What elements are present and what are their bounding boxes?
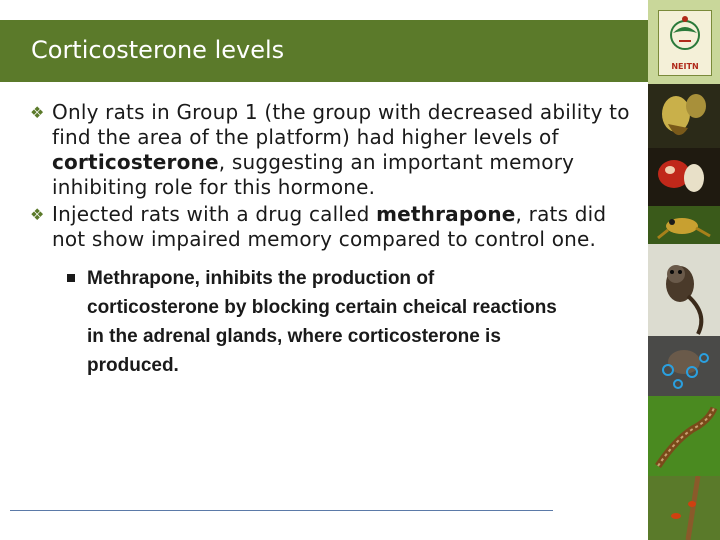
orchid-photo [648,84,720,148]
bird-emblem-icon [659,11,711,61]
lizard-photo [648,396,720,476]
bullet-2-text-a: Injected rats with a drug called [52,202,377,226]
sub-bullet-text: Methrapone, inhibits the production of corticosterone by blocking certain cheical reactions in the adrenal glands, where corticosterone is produced. [87,268,557,376]
logo-panel [648,0,720,84]
bullet-1-text-a: Only rats in Group 1 (the group with decreased ability to find the area of the platform) had higher levels of [52,100,630,149]
monkey-photo [648,244,720,336]
slide-content [30,100,635,380]
sub-bullet [87,264,557,380]
bullet-2 [30,202,635,252]
mushroom-photo [648,148,720,206]
slide-title: Corticosterone levels [31,36,285,64]
bullet-2-text-b: , rats did not show impaired memory compared to control one. [52,202,607,251]
bullet-2-bold: methrapone [376,202,516,226]
footer-rule [10,510,553,511]
bullet-1-bold: corticosterone [52,150,219,174]
logo-text: NEITN [671,62,699,71]
institution-logo [658,10,712,76]
insect-on-stem-photo [648,476,720,540]
bullet-1 [30,100,635,200]
diamond-bullet-icon: ❖ [30,103,45,122]
image-sidebar [648,0,720,540]
diamond-bullet-icon: ❖ [30,205,45,224]
octopus-photo [648,336,720,396]
frog-photo [648,206,720,244]
bullet-1-text-b: , suggesting an important memory inhibiting role for this hormone. [52,150,575,199]
square-bullet-icon [67,274,75,282]
